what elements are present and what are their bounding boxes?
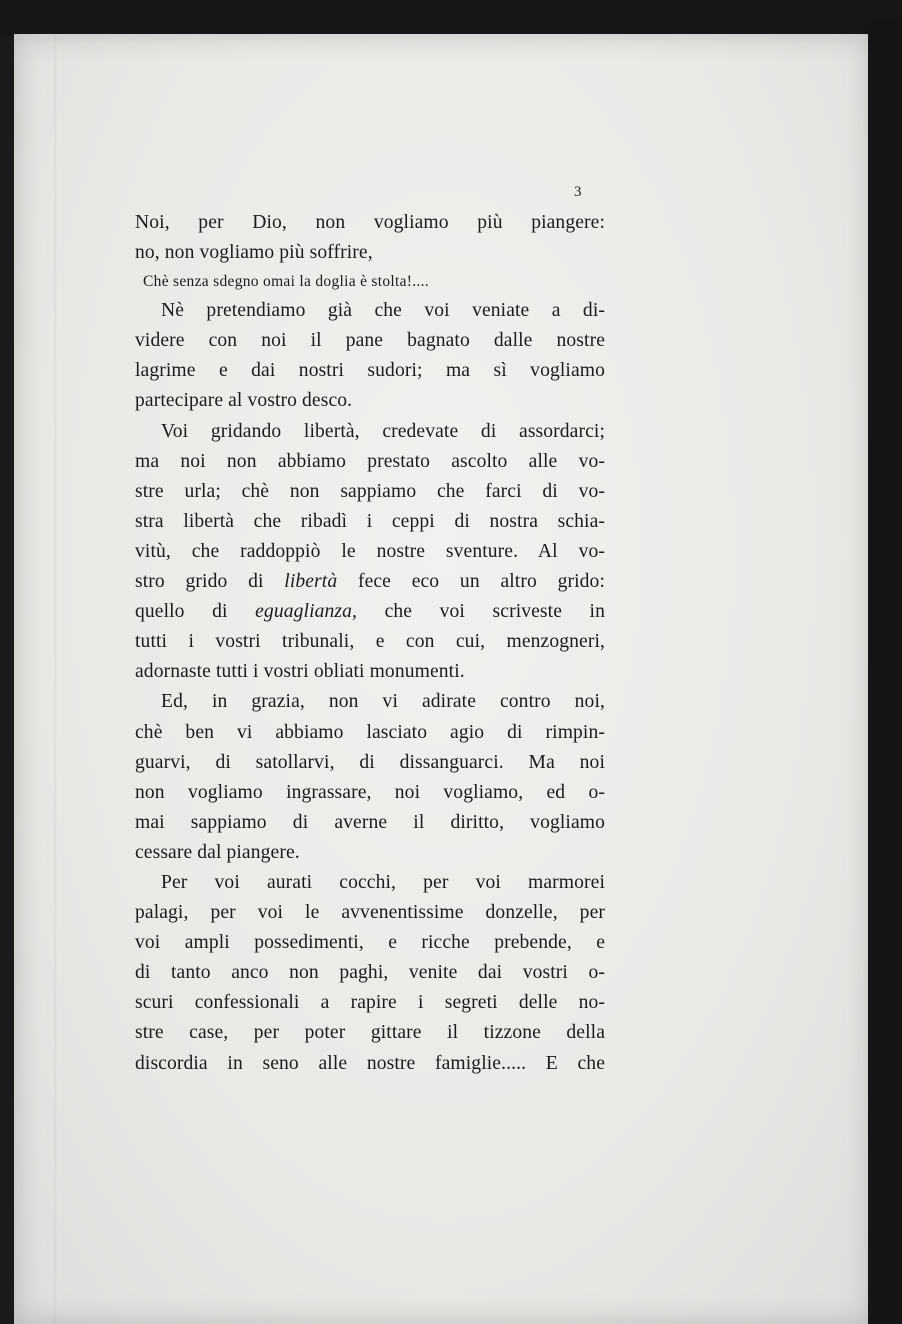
text-line: ma noi non abbiamo prestato ascolto alle vo- (135, 450, 605, 472)
text-line: videre con noi il pane bagnato dalle nostre (135, 330, 605, 352)
text-line: palagi, per voi le avvenentissime donzelle, per (135, 902, 605, 924)
text-line: voi ampli possedimenti, e ricche prebende, e (135, 932, 605, 954)
paragraph-3 (135, 417, 605, 688)
text-line: non vogliamo ingrassare, noi vogliamo, ed o- (135, 781, 605, 803)
text-line: stra libertà che ribadì i ceppi di nostra schia- (135, 510, 605, 532)
paragraph-5 (135, 868, 605, 1079)
text-line: tutti i vostri tribunali, e con cui, menzogneri, (135, 631, 605, 653)
text-fragment: quello di (135, 601, 256, 623)
text-line: adornaste tutti i vostri obliati monumenti. (135, 661, 465, 683)
text-line: stre case, per poter gittare il tizzone della (135, 1022, 605, 1044)
text-line: no, non vogliamo più soffrire, (135, 242, 373, 264)
verse-quote (143, 270, 605, 294)
text-line: partecipare al vostro desco. (135, 390, 353, 412)
text-line: vitù, che raddoppiò le nostre sventure. Al vo- (135, 540, 605, 562)
text-line: discordia in seno alle nostre famiglie..... E che (135, 1052, 605, 1074)
text-line: Nè pretendiamo già che voi veniate a di- (161, 300, 605, 322)
text-fragment: che voi scriveste in (357, 601, 605, 623)
text-line: scuri confessionali a rapire i segreti delle no- (135, 992, 605, 1014)
scan-border-right (868, 20, 902, 1324)
text-line: Voi gridando libertà, credevate di assordarci; (161, 420, 605, 442)
text-line: guarvi, di satollarvi, di dissanguarci. Ma noi (135, 751, 605, 773)
italic-word: eguaglianza, (255, 601, 358, 623)
text-line: Ed, in grazia, non vi adirate contro noi, (161, 691, 605, 713)
paragraph-4 (135, 687, 605, 868)
page-text (135, 208, 605, 1079)
text-line: Per voi aurati cocchi, per voi marmorei (161, 871, 605, 893)
quote-line: Chè senza sdegno omai la doglia è stolta!.... (143, 273, 429, 291)
italic-word: libertà (284, 571, 338, 593)
text-line: mai sappiamo di averne il diritto, vogliamo (135, 811, 605, 833)
text-line: stre urla; chè non sappiamo che farci di vo- (135, 480, 605, 502)
text-line (135, 597, 605, 627)
text-fragment: stro grido di (135, 571, 285, 593)
text-line: cessare dal piangere. (135, 841, 300, 863)
page-number: 3 (574, 184, 582, 200)
text-fragment: fece eco un altro grido: (337, 571, 605, 593)
text-line: di tanto anco non paghi, venite dai vostri o- (135, 962, 605, 984)
text-line: chè ben vi abbiamo lasciato agio di rimpin- (135, 721, 605, 743)
paragraph-2 (135, 296, 605, 416)
text-line: lagrime e dai nostri sudori; ma sì vogliamo (135, 360, 605, 382)
text-line: Noi, per Dio, non vogliamo più piangere: (135, 212, 605, 233)
paragraph-1 (135, 208, 605, 268)
scan-border-top (0, 0, 902, 36)
text-line (135, 567, 605, 597)
